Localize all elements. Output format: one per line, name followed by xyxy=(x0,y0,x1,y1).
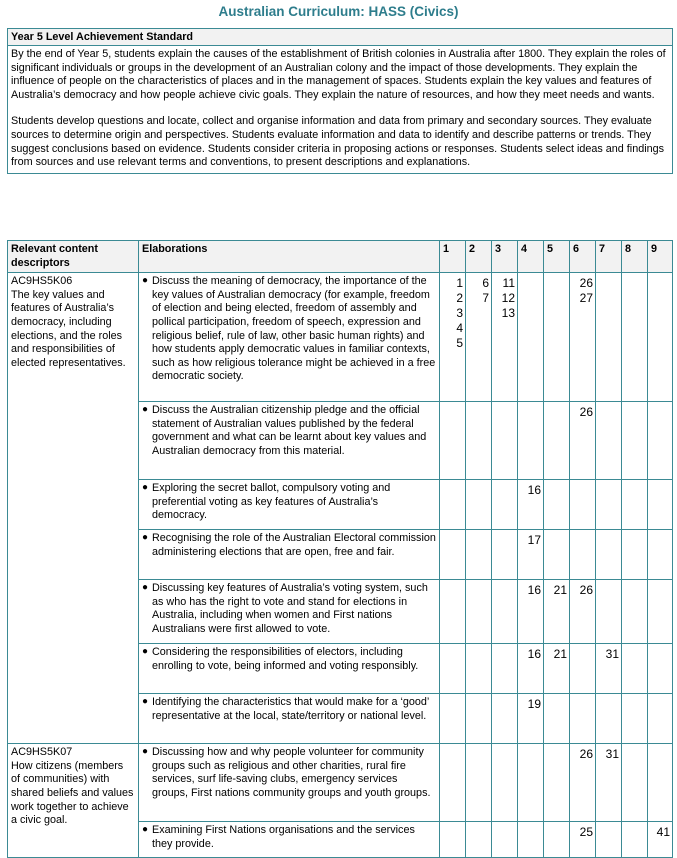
mapping-cell xyxy=(622,580,648,644)
mapping-cell xyxy=(518,530,544,580)
mapping-cell xyxy=(466,402,492,480)
mapping-cell xyxy=(596,744,622,822)
mapping-cell xyxy=(440,822,466,858)
mapping-cell xyxy=(648,273,673,402)
mapping-cell xyxy=(492,694,518,744)
mapping-value: 31 xyxy=(605,647,619,662)
page-title: Australian Curriculum: HASS (Civics) xyxy=(218,4,459,19)
mapping-value: 12 xyxy=(501,291,515,306)
mapping-cell xyxy=(440,644,466,694)
mapping-cell xyxy=(648,694,673,744)
table-row xyxy=(8,744,673,822)
column-header: 3 xyxy=(492,241,518,273)
achievement-standard-table xyxy=(7,28,673,174)
mapping-cell xyxy=(518,480,544,530)
bullet-icon: ● xyxy=(142,746,149,758)
mapping-cell xyxy=(492,822,518,858)
mapping-cell xyxy=(518,822,544,858)
elaboration-cell xyxy=(139,694,440,744)
mapping-cell xyxy=(648,530,673,580)
achievement-standard-paragraph: Students develop questions and locate, collect and organise information and data from primary and secondary sources. They evaluate sources to determine origin and perspectives. Students evaluate information and data to identify and describe patterns or trends. They suggest conclusions based on evidence. Students consider criteria in proposing actions or responses. Students select ideas and findings from sources and use relevant terms and conventions, to present descriptions and explanations. xyxy=(11,115,665,169)
elaboration-text: Exploring the secret ballot, compulsory voting and preferential voting as key features of Australia’s democracy. xyxy=(152,482,391,522)
mapping-cell xyxy=(440,744,466,822)
mapping-value: 16 xyxy=(527,583,541,598)
mapping-cell xyxy=(596,822,622,858)
mapping-cell xyxy=(622,402,648,480)
elaboration-text: Examining First Nations organisations and the services they provide. xyxy=(152,824,415,850)
mapping-cell xyxy=(622,822,648,858)
mapping-cell xyxy=(440,480,466,530)
mapping-cell xyxy=(466,694,492,744)
mapping-cell xyxy=(492,530,518,580)
column-header: 9 xyxy=(648,241,673,273)
mapping-cell xyxy=(440,402,466,480)
elaboration-text: Recognising the role of the Australian Electoral commission administering elections that are open, free and fair. xyxy=(152,532,436,558)
mapping-cell xyxy=(622,644,648,694)
mapping-cell xyxy=(440,273,466,402)
mapping-value: 26 xyxy=(579,405,593,420)
mapping-value: 16 xyxy=(527,483,541,498)
mapping-cell xyxy=(570,580,596,644)
mapping-cell xyxy=(596,694,622,744)
descriptor-code: AC9HS5K07 xyxy=(11,746,73,759)
mapping-cell xyxy=(622,744,648,822)
elaboration-text: Discuss the Australian citizenship pledge and the official statement of Australian values published by the federal government and what can be learnt about key values and Australian democracy from this material. xyxy=(152,404,427,457)
column-header: 7 xyxy=(596,241,622,273)
mapping-cell xyxy=(466,822,492,858)
bullet-icon: ● xyxy=(142,404,149,416)
bullet-icon: ● xyxy=(142,646,149,658)
mapping-cell xyxy=(570,273,596,402)
mapping-value: 5 xyxy=(456,336,463,351)
mapping-cell xyxy=(570,744,596,822)
content-descriptor-cell xyxy=(8,744,139,858)
table-header-row xyxy=(8,241,673,273)
mapping-value: 25 xyxy=(579,825,593,840)
mapping-cell xyxy=(492,744,518,822)
descriptor-text: How citizens (members of communities) with shared beliefs and values work together to achieve a civic goal. xyxy=(11,759,134,827)
mapping-value: 17 xyxy=(527,533,541,548)
column-header: 8 xyxy=(622,241,648,273)
descriptor-text: The key values and features of Australia’s democracy, including elections, and the roles and responsibilities of elected representatives. xyxy=(11,288,126,369)
mapping-cell xyxy=(544,273,570,402)
mapping-cell xyxy=(544,580,570,644)
mapping-value: 6 xyxy=(482,276,489,291)
content-descriptors-table xyxy=(7,240,673,858)
mapping-cell xyxy=(466,480,492,530)
mapping-cell xyxy=(518,744,544,822)
mapping-cell xyxy=(466,273,492,402)
mapping-cell xyxy=(544,530,570,580)
achievement-standard-paragraph: By the end of Year 5, students explain the causes of the establishment of British colonies in Australia after 1800. They explain the roles of significant individuals or groups in the development of an Australian colony and the impact of those developments. They explain the influence of people on the characteristics of places and in the management of spaces. Students explain the key values and features of Australia’s democracy and how people achieve civic goals. They explain the nature of resources, and how they meet needs and wants. xyxy=(11,48,666,101)
mapping-cell xyxy=(544,694,570,744)
mapping-cell xyxy=(544,644,570,694)
mapping-value: 31 xyxy=(605,747,619,762)
mapping-cell xyxy=(596,644,622,694)
mapping-cell xyxy=(596,480,622,530)
mapping-cell xyxy=(544,744,570,822)
mapping-cell xyxy=(596,580,622,644)
mapping-cell xyxy=(596,530,622,580)
achievement-standard-heading: Year 5 Level Achievement Standard xyxy=(8,29,673,46)
mapping-cell xyxy=(466,580,492,644)
mapping-cell xyxy=(570,644,596,694)
mapping-cell xyxy=(492,480,518,530)
elaboration-text: Discuss the meaning of democracy, the importance of the key values of Australian democracy (for example, freedom of election and being elected, freedom of assembly and pollical participation, freedom of speech, expression and religious belief, rule of law, other basic human rights) and how students apply democratic values in familiar contexts, such as how religious tolerance might be achieved in a free democratic society. xyxy=(152,275,436,383)
column-header: 5 xyxy=(544,241,570,273)
elaborations-header: Elaborations xyxy=(139,241,440,273)
mapping-value: 11 xyxy=(502,276,515,291)
mapping-cell xyxy=(622,694,648,744)
mapping-cell xyxy=(518,402,544,480)
mapping-cell xyxy=(518,580,544,644)
mapping-cell xyxy=(518,273,544,402)
mapping-cell xyxy=(570,480,596,530)
mapping-cell xyxy=(648,480,673,530)
bullet-icon: ● xyxy=(142,696,149,708)
elaboration-cell xyxy=(139,822,440,858)
descriptors-header: Relevant content descriptors xyxy=(8,241,139,273)
mapping-cell xyxy=(622,273,648,402)
mapping-cell xyxy=(544,822,570,858)
bullet-icon: ● xyxy=(142,482,149,494)
mapping-value: 3 xyxy=(456,306,463,321)
mapping-cell xyxy=(570,694,596,744)
mapping-value: 26 xyxy=(579,276,593,291)
descriptor-code: AC9HS5K06 xyxy=(11,275,73,288)
mapping-cell xyxy=(466,530,492,580)
mapping-cell xyxy=(466,744,492,822)
elaboration-cell xyxy=(139,644,440,694)
mapping-cell xyxy=(648,644,673,694)
mapping-value: 2 xyxy=(456,291,463,306)
mapping-cell xyxy=(648,580,673,644)
mapping-cell xyxy=(622,530,648,580)
mapping-value: 21 xyxy=(553,583,567,598)
table-row xyxy=(8,273,673,402)
bullet-icon: ● xyxy=(142,824,149,836)
mapping-value: 1 xyxy=(456,276,463,291)
mapping-cell xyxy=(622,480,648,530)
bullet-icon: ● xyxy=(142,532,149,544)
elaboration-cell xyxy=(139,580,440,644)
mapping-value: 21 xyxy=(553,647,567,662)
bullet-icon: ● xyxy=(142,582,149,594)
mapping-cell xyxy=(570,530,596,580)
mapping-value: 26 xyxy=(579,583,593,598)
mapping-cell xyxy=(648,822,673,858)
mapping-value: 27 xyxy=(579,291,593,306)
mapping-cell xyxy=(440,580,466,644)
mapping-cell xyxy=(440,530,466,580)
elaboration-cell xyxy=(139,273,440,402)
mapping-value: 4 xyxy=(456,321,463,336)
elaboration-text: Considering the responsibilities of electors, including enrolling to vote, being informed and voting responsibly. xyxy=(152,646,419,672)
content-descriptor-cell xyxy=(8,273,139,744)
mapping-cell xyxy=(648,402,673,480)
elaboration-text: Discussing key features of Australia’s voting system, such as who has the right to vote and stand for elections in Australia, including when women and First nations Australians were first allowed to vote. xyxy=(152,582,428,635)
mapping-cell xyxy=(648,744,673,822)
elaboration-text: Identifying the characteristics that would make for a ‘good’ representative at the local, state/territory or national level. xyxy=(152,696,429,722)
achievement-standard-body xyxy=(8,46,673,174)
mapping-cell xyxy=(518,694,544,744)
mapping-value: 13 xyxy=(501,306,515,321)
mapping-cell xyxy=(492,273,518,402)
mapping-cell xyxy=(596,273,622,402)
mapping-value: 41 xyxy=(656,825,670,840)
bullet-icon: ● xyxy=(142,275,149,287)
mapping-cell xyxy=(570,402,596,480)
mapping-cell xyxy=(596,402,622,480)
elaboration-cell xyxy=(139,530,440,580)
column-header: 1 xyxy=(440,241,466,273)
mapping-cell xyxy=(492,402,518,480)
mapping-value: 19 xyxy=(527,697,541,712)
elaboration-cell xyxy=(139,744,440,822)
elaboration-cell xyxy=(139,402,440,480)
mapping-cell xyxy=(466,644,492,694)
mapping-cell xyxy=(544,480,570,530)
mapping-cell xyxy=(544,402,570,480)
mapping-cell xyxy=(440,694,466,744)
column-header: 6 xyxy=(570,241,596,273)
mapping-value: 16 xyxy=(527,647,541,662)
mapping-value: 7 xyxy=(482,291,489,306)
mapping-cell xyxy=(518,644,544,694)
mapping-cell xyxy=(492,644,518,694)
column-header: 2 xyxy=(466,241,492,273)
mapping-cell xyxy=(570,822,596,858)
mapping-cell xyxy=(492,580,518,644)
elaboration-text: Discussing how and why people volunteer for community groups such as religious and other charities, rural fire services, surf life-saving clubs, emergency services groups, First nations community groups and youth groups. xyxy=(152,746,431,799)
column-header: 4 xyxy=(518,241,544,273)
elaboration-cell xyxy=(139,480,440,530)
mapping-value: 26 xyxy=(579,747,593,762)
